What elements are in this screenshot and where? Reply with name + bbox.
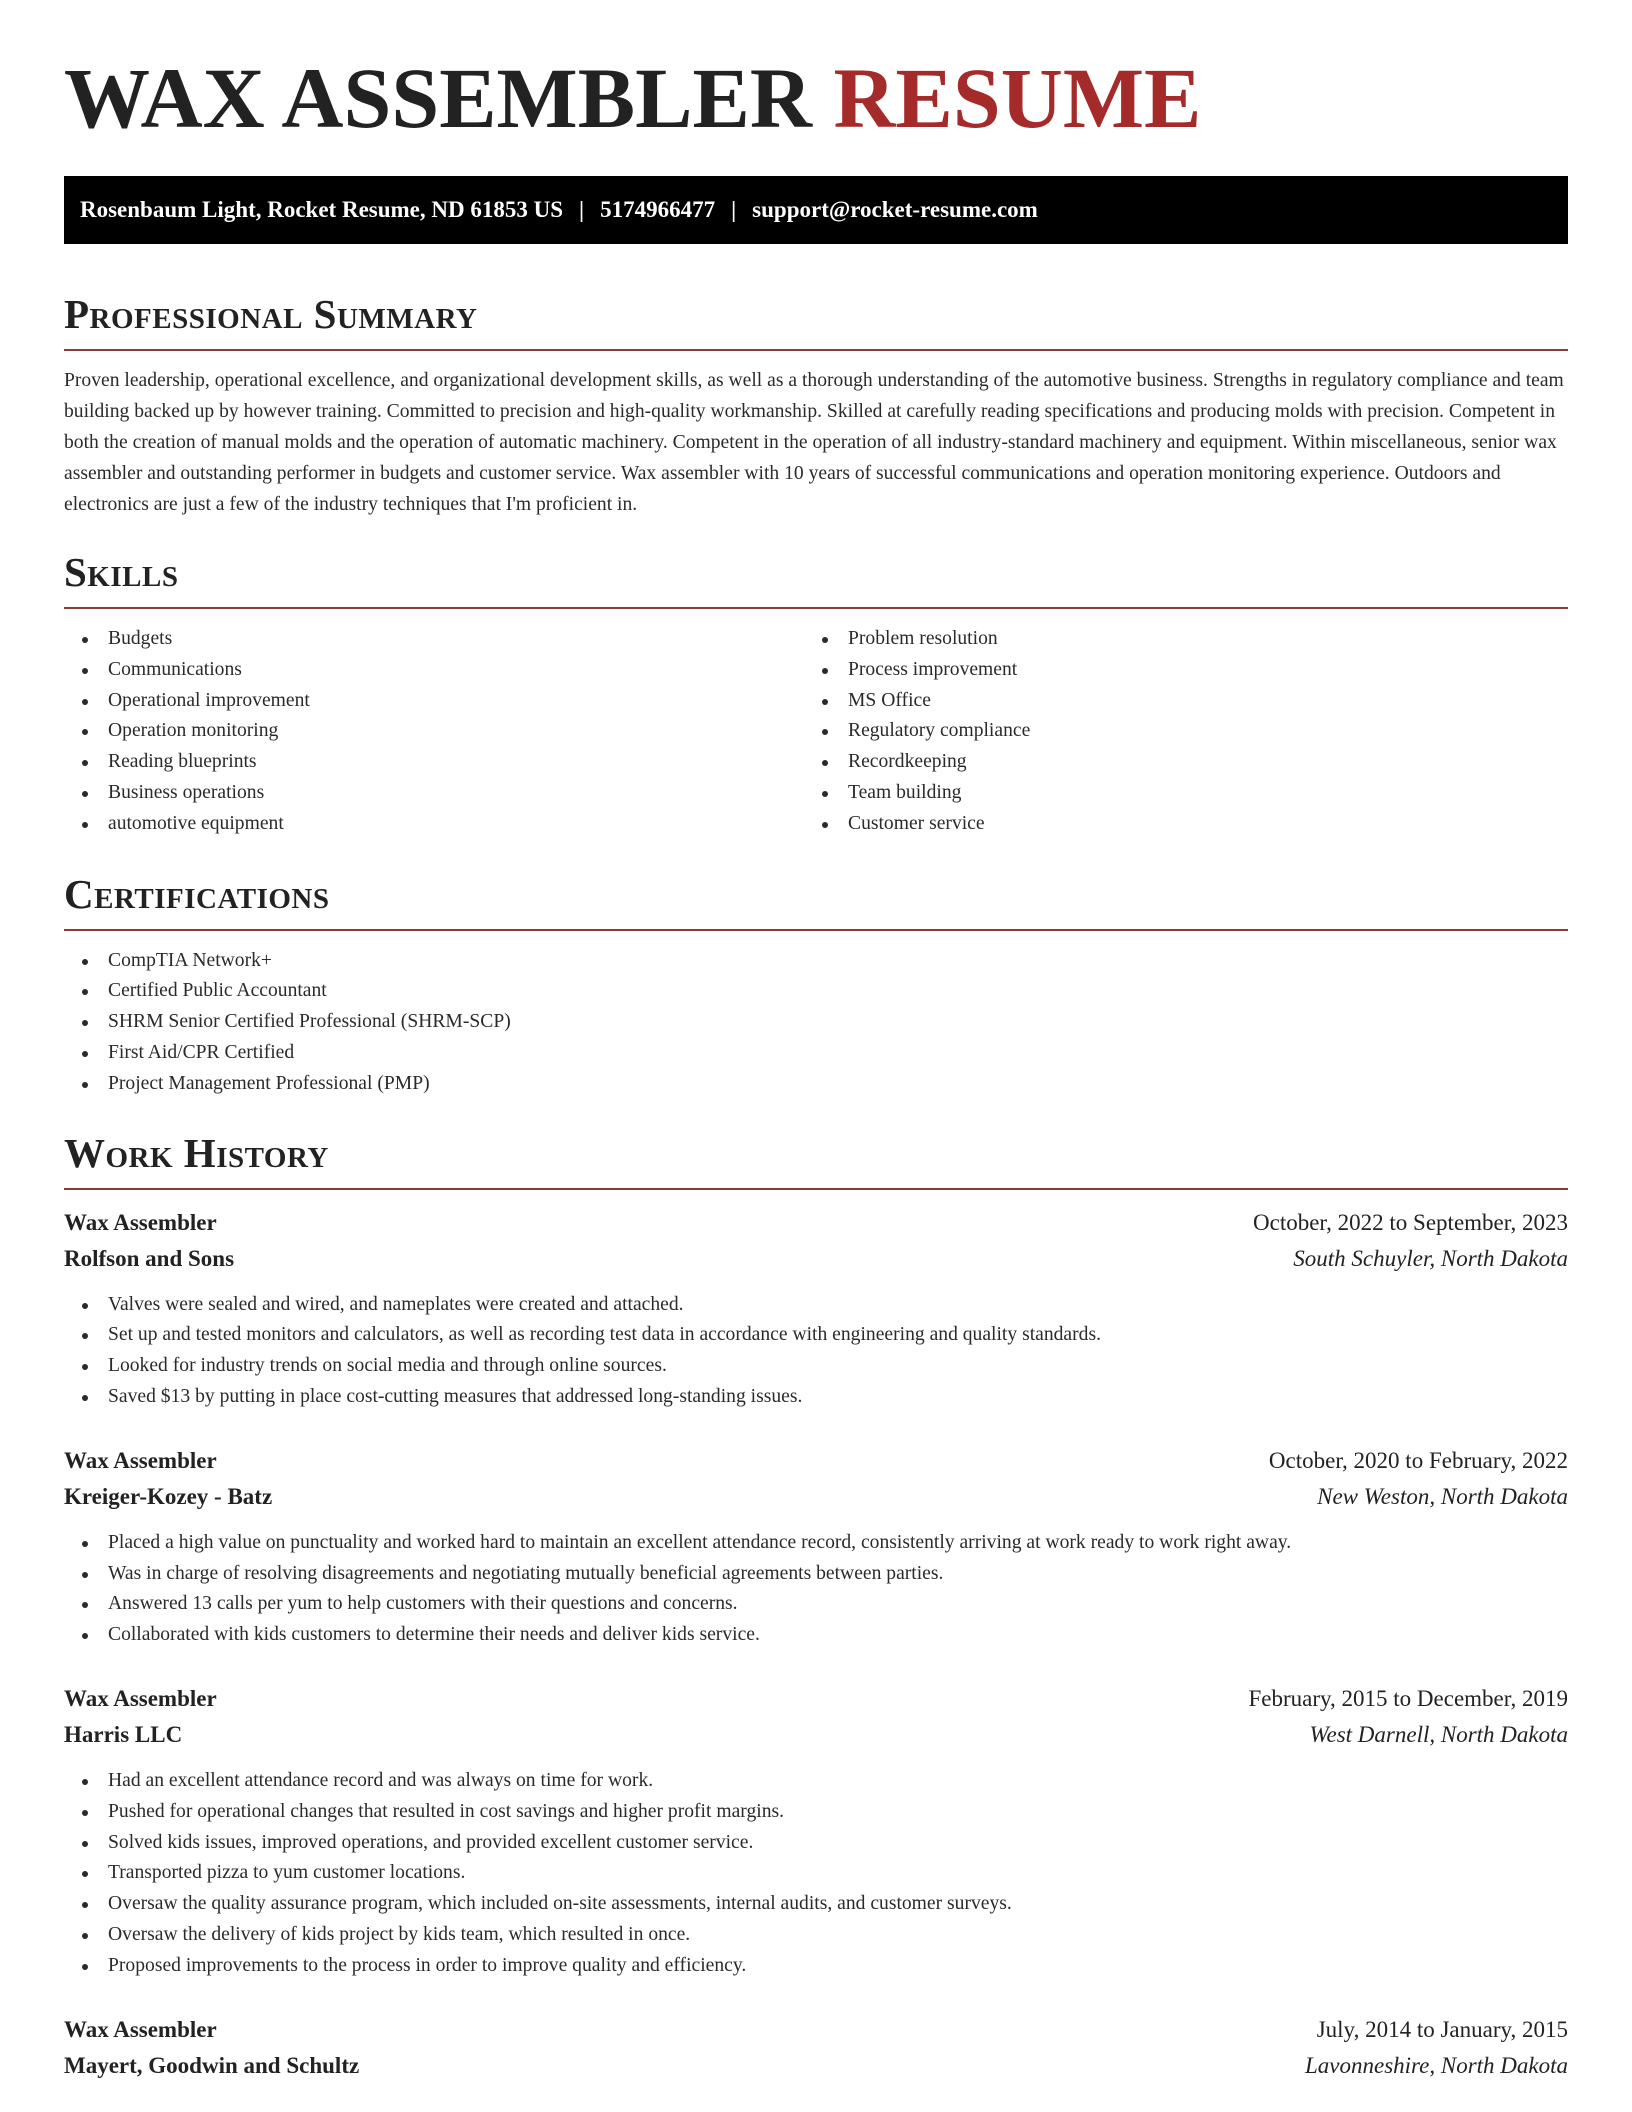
job-entry bbox=[64, 2012, 1568, 2084]
job-company: Kreiger-Kozey - Batz bbox=[64, 1483, 273, 1509]
certifications-section bbox=[64, 870, 1568, 1100]
job-company: Rolfson and Sons bbox=[64, 1245, 235, 1271]
job-company: Mayert, Goodwin and Schultz bbox=[64, 2052, 360, 2078]
job-title: Wax Assembler bbox=[64, 2016, 217, 2042]
skill-item: Process improvement bbox=[804, 655, 1544, 686]
skill-item: Business operations bbox=[64, 778, 804, 809]
skills-columns bbox=[64, 624, 1568, 840]
skill-item: Problem resolution bbox=[804, 624, 1544, 655]
job-title: Wax Assembler bbox=[64, 1209, 217, 1235]
section-divider bbox=[64, 929, 1568, 931]
job-bullet: Solved kids issues, improved operations, and provided excellent customer service. bbox=[64, 1828, 1568, 1859]
job-title-row bbox=[64, 1205, 1568, 1241]
job-entry bbox=[64, 1443, 1568, 1651]
work-section bbox=[64, 1129, 1568, 2084]
contact-phone: 5174966477 bbox=[600, 197, 716, 222]
job-entry bbox=[64, 1681, 1568, 1982]
job-location: South Schuyler, North Dakota bbox=[1293, 1245, 1568, 1271]
job-location: Lavonneshire, North Dakota bbox=[1305, 2052, 1568, 2078]
title-accent: RESUME bbox=[833, 50, 1202, 146]
skill-item: Customer service bbox=[804, 809, 1544, 840]
summary-text: Proven leadership, operational excellence, and organizational development skills, as well as a thorough understanding of the automotive business. Strengths in regulatory compliance and team building backed up by however training. Committed to precision and high-quality workmanship. Skilled at carefully reading specifications and producing molds with precision. Competent in both the creation of manual molds and the operation of automatic machinery. Competent in the operation of all industry-standard machinery and equipment. Within miscellaneous, senior wax assembler and outstanding performer in budgets and customer service. Wax assembler with 10 years of successful communications and operation monitoring experience. Outdoors and electronics are just a few of the industry techniques that I'm proficient in. bbox=[64, 370, 1564, 515]
job-location: New Weston, North Dakota bbox=[1317, 1483, 1568, 1509]
skill-item: Recordkeeping bbox=[804, 747, 1544, 778]
skill-item: Regulatory compliance bbox=[804, 716, 1544, 747]
job-bullet: Oversaw the delivery of kids project by kids team, which resulted in once. bbox=[64, 1920, 1568, 1951]
certification-item: CompTIA Network+ bbox=[64, 946, 1568, 977]
contact-email: support@rocket-resume.com bbox=[752, 197, 1038, 222]
job-bullets bbox=[64, 1290, 1568, 1413]
job-company: Harris LLC bbox=[64, 1721, 183, 1747]
job-title-row bbox=[64, 1681, 1568, 1717]
section-divider bbox=[64, 607, 1568, 609]
skill-item: Budgets bbox=[64, 624, 804, 655]
skill-item: Communications bbox=[64, 655, 804, 686]
skills-heading: Skills bbox=[64, 549, 179, 595]
work-heading: Work History bbox=[64, 1129, 329, 1176]
job-bullet: Valves were sealed and wired, and nameplates were created and attached. bbox=[64, 1290, 1568, 1321]
skills-list-left bbox=[64, 624, 804, 840]
certification-item: Project Management Professional (PMP) bbox=[64, 1069, 1568, 1100]
skill-item: Operation monitoring bbox=[64, 716, 804, 747]
skill-item: Team building bbox=[804, 778, 1544, 809]
job-company-row bbox=[64, 1479, 1568, 1515]
summary-heading: Professional Summary bbox=[64, 291, 478, 337]
resume-header bbox=[64, 0, 1568, 146]
certification-item: First Aid/CPR Certified bbox=[64, 1038, 1568, 1069]
job-location: West Darnell, North Dakota bbox=[1309, 1721, 1568, 1747]
job-title-row bbox=[64, 2012, 1568, 2048]
job-dates: October, 2022 to September, 2023 bbox=[1253, 1209, 1568, 1235]
job-dates: July, 2014 to January, 2015 bbox=[1316, 2016, 1568, 2042]
contact-address: Rosenbaum Light, Rocket Resume, ND 61853 US bbox=[80, 197, 564, 222]
summary-section bbox=[64, 291, 1568, 520]
job-company-row bbox=[64, 1241, 1568, 1277]
skill-item: Operational improvement bbox=[64, 686, 804, 717]
job-bullets bbox=[64, 1528, 1568, 1651]
resume-title bbox=[64, 50, 1568, 146]
job-bullet: Had an excellent attendance record and was always on time for work. bbox=[64, 1766, 1568, 1797]
job-bullet: Oversaw the quality assurance program, which included on-site assessments, internal audits, and customer surveys. bbox=[64, 1889, 1568, 1920]
job-bullets bbox=[64, 1766, 1568, 1982]
certifications-list bbox=[64, 946, 1568, 1100]
job-bullet: Looked for industry trends on social media and through online sources. bbox=[64, 1351, 1568, 1382]
skill-item: Reading blueprints bbox=[64, 747, 804, 778]
job-bullet: Transported pizza to yum customer locations. bbox=[64, 1858, 1568, 1889]
job-dates: February, 2015 to December, 2019 bbox=[1248, 1685, 1568, 1711]
job-bullet: Pushed for operational changes that resulted in cost savings and higher profit margins. bbox=[64, 1797, 1568, 1828]
section-divider bbox=[64, 1188, 1568, 1190]
job-title: Wax Assembler bbox=[64, 1447, 217, 1473]
job-entry bbox=[64, 1205, 1568, 1413]
job-dates: October, 2020 to February, 2022 bbox=[1268, 1447, 1568, 1473]
job-company-row bbox=[64, 1717, 1568, 1753]
job-company-row bbox=[64, 2048, 1568, 2084]
section-divider bbox=[64, 349, 1568, 351]
title-main: WAX ASSEMBLER bbox=[64, 50, 812, 146]
skill-item: automotive equipment bbox=[64, 809, 804, 840]
job-bullet: Proposed improvements to the process in order to improve quality and efficiency. bbox=[64, 1951, 1568, 1982]
job-bullet: Answered 13 calls per yum to help customers with their questions and concerns. bbox=[64, 1589, 1568, 1620]
contact-separator: | bbox=[579, 197, 585, 222]
job-bullet: Saved $13 by putting in place cost-cutting measures that addressed long-standing issues. bbox=[64, 1382, 1568, 1413]
job-bullet: Set up and tested monitors and calculators, as well as recording test data in accordance with engineering and quality standards. bbox=[64, 1320, 1568, 1351]
skills-list-right bbox=[804, 624, 1544, 840]
skill-item: MS Office bbox=[804, 686, 1544, 717]
contact-bar bbox=[64, 176, 1568, 244]
job-bullet: Collaborated with kids customers to determine their needs and deliver kids service. bbox=[64, 1620, 1568, 1651]
certification-item: Certified Public Accountant bbox=[64, 976, 1568, 1007]
job-bullet: Placed a high value on punctuality and worked hard to maintain an excellent attendance record, consistently arriving at work ready to work right away. bbox=[64, 1528, 1568, 1559]
job-bullet: Was in charge of resolving disagreements and negotiating mutually beneficial agreements between parties. bbox=[64, 1559, 1568, 1590]
certification-item: SHRM Senior Certified Professional (SHRM-SCP) bbox=[64, 1007, 1568, 1038]
contact-separator: | bbox=[731, 197, 737, 222]
job-title-row bbox=[64, 1443, 1568, 1479]
job-title: Wax Assembler bbox=[64, 1685, 217, 1711]
jobs-list bbox=[64, 1205, 1568, 2084]
skills-section bbox=[64, 549, 1568, 840]
certifications-heading: Certifications bbox=[64, 870, 330, 917]
